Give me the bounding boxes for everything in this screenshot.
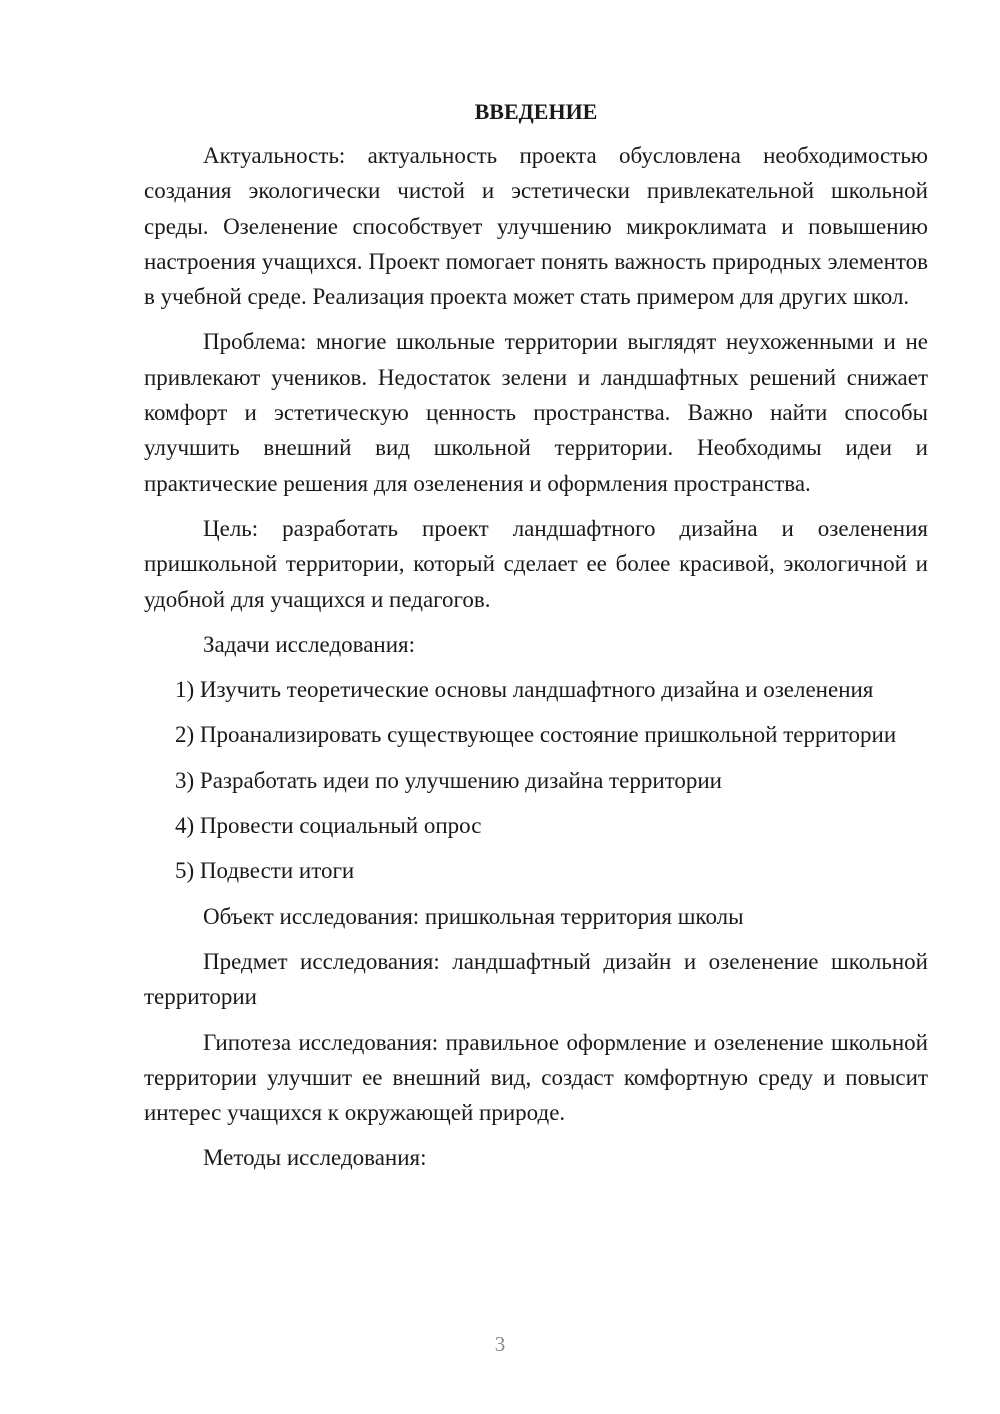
task-item-4: 4) Провести социальный опрос [175, 813, 482, 839]
page-number: 3 [494, 1332, 506, 1356]
page-title: ВВЕДЕНИЕ [474, 99, 598, 124]
paragraph-relevance: Актуальность: актуальность проекта обусловлена необходимостью создания экологически чистой и эстетически привлекательной школьной среды. Озеленение способствует улучшению микроклимата и повышению настроения учащихся. Проект помогает понять важность природных элементов в учебной среде. Реализация проекта может стать примером для других школ. [144, 143, 928, 310]
paragraph-problem: Проблема: многие школьные территории выглядят неухоженными и не привлекают учеников. Недостаток зелени и ландшафтных решений снижает комфорт и эстетическую ценность пространства. Важно найти способы улучшить внешний вид школьной территории. Необходимы идеи и практические решения для озеленения и оформления пространства. [144, 329, 928, 496]
tasks-heading: Задачи исследования: [203, 631, 416, 657]
paragraph-object: Объект исследования: пришкольная территория школы [203, 903, 744, 929]
paragraph-hypothesis: Гипотеза исследования: правильное оформление и озеленение школьной территории улучшит ее внешний вид, создаст комфортную среду и повысит интерес учащихся к окружающей природе. [144, 1029, 928, 1126]
task-item-5: 5) Подвести итоги [175, 858, 355, 884]
task-item-1: 1) Изучить теоретические основы ландшафтного дизайна и озеленения [175, 677, 874, 703]
task-item-2: 2) Проанализировать существующее состояние пришкольной территории [175, 722, 897, 748]
page-content [144, 94, 928, 1186]
paragraph-goal: Цель: разработать проект ландшафтного дизайна и озеленения пришкольной территории, который сделает ее более красивой, экологичной и удобной для учащихся и педагогов. [144, 515, 928, 612]
task-item-3: 3) Разработать идеи по улучшению дизайна территории [175, 767, 722, 793]
methods-heading: Методы исследования: [203, 1145, 427, 1171]
paragraph-subject: Предмет исследования: ландшафтный дизайн и озеленение школьной территории [144, 948, 928, 1010]
